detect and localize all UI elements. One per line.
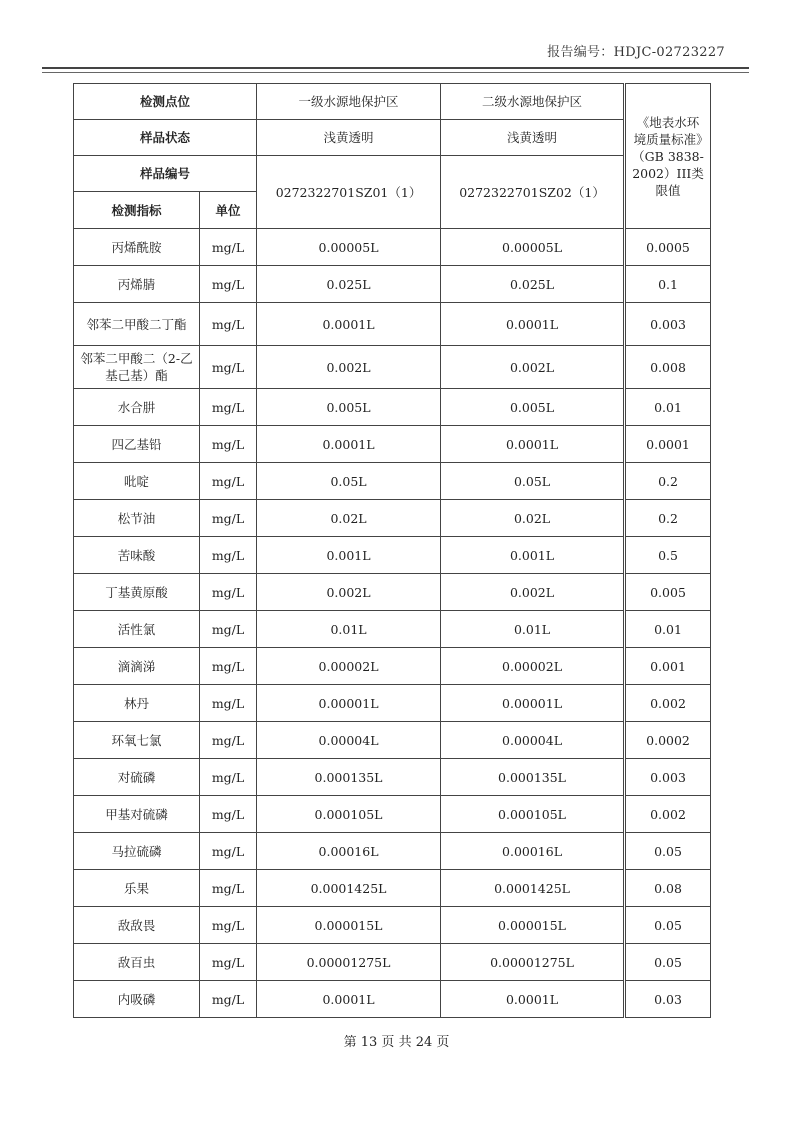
indicator-name: 邻苯二甲酸二丁酯: [74, 303, 200, 346]
limit-value: 0.008: [625, 346, 711, 389]
site-2-state: 浅黄透明: [441, 120, 625, 156]
table-row: [74, 426, 711, 463]
limit-value: 0.003: [625, 303, 711, 346]
indicator-name: 敌敌畏: [74, 907, 200, 944]
table-row: [74, 611, 711, 648]
site-2-value: 0.0001L: [441, 303, 625, 346]
site-1-value: 0.0001425L: [257, 870, 441, 907]
site-2-sample-no: 0272322701SZ02（1）: [441, 156, 625, 229]
unit-cell: mg/L: [200, 389, 257, 426]
indicator-name: 丙烯腈: [74, 266, 200, 303]
site-2-value: 0.005L: [441, 389, 625, 426]
site-2-value: 0.0001L: [441, 426, 625, 463]
site-1-value: 0.00004L: [257, 722, 441, 759]
site-1-value: 0.002L: [257, 346, 441, 389]
indicator-name: 四乙基铅: [74, 426, 200, 463]
limit-value: 0.01: [625, 611, 711, 648]
limit-value: 0.0001: [625, 426, 711, 463]
indicator-name: 马拉硫磷: [74, 833, 200, 870]
limit-value: 0.03: [625, 981, 711, 1018]
indicator-name: 苦味酸: [74, 537, 200, 574]
site-2-value: 0.00005L: [441, 229, 625, 266]
limit-value: 0.1: [625, 266, 711, 303]
site-1-value: 0.05L: [257, 463, 441, 500]
unit-cell: mg/L: [200, 907, 257, 944]
header-row-state: [74, 120, 711, 156]
unit-cell: mg/L: [200, 685, 257, 722]
site-2-value: 0.00016L: [441, 833, 625, 870]
limit-value: 0.0002: [625, 722, 711, 759]
limit-value: 0.0005: [625, 229, 711, 266]
site-1-value: 0.00001275L: [257, 944, 441, 981]
unit-cell: mg/L: [200, 500, 257, 537]
table-row: [74, 833, 711, 870]
unit-cell: mg/L: [200, 346, 257, 389]
limit-value: 0.001: [625, 648, 711, 685]
indicator-name: 丁基黄原酸: [74, 574, 200, 611]
table-row: [74, 944, 711, 981]
label-unit: 单位: [200, 192, 257, 229]
page-number: 第 13 页 共 24 页: [343, 1035, 450, 1050]
table-row: [74, 346, 711, 389]
unit-cell: mg/L: [200, 537, 257, 574]
indicator-name: 对硫磷: [74, 759, 200, 796]
table-row: [74, 907, 711, 944]
table-row: [74, 722, 711, 759]
site-2-value: 0.02L: [441, 500, 625, 537]
table-row: [74, 266, 711, 303]
unit-cell: mg/L: [200, 229, 257, 266]
limit-value: 0.08: [625, 870, 711, 907]
site-1-value: 0.0001L: [257, 303, 441, 346]
unit-cell: mg/L: [200, 266, 257, 303]
site-2-value: 0.00004L: [441, 722, 625, 759]
site-1-value: 0.01L: [257, 611, 441, 648]
indicator-name: 甲基对硫磷: [74, 796, 200, 833]
indicator-name: 水合肼: [74, 389, 200, 426]
results-table: [73, 83, 711, 1018]
standard-header: 《地表水环境质量标准》（GB 3838-2002）III类限值: [625, 84, 711, 229]
site-2-value: 0.000105L: [441, 796, 625, 833]
limit-value: 0.002: [625, 685, 711, 722]
unit-cell: mg/L: [200, 426, 257, 463]
site-1-value: 0.00001L: [257, 685, 441, 722]
table-row: [74, 389, 711, 426]
limit-value: 0.05: [625, 833, 711, 870]
limit-value: 0.2: [625, 463, 711, 500]
limit-value: 0.002: [625, 796, 711, 833]
unit-cell: mg/L: [200, 463, 257, 500]
indicator-name: 林丹: [74, 685, 200, 722]
header-row-sample-no: [74, 156, 711, 192]
indicator-name: 丙烯酰胺: [74, 229, 200, 266]
site-2-value: 0.00001L: [441, 685, 625, 722]
limit-value: 0.5: [625, 537, 711, 574]
site-1-value: 0.002L: [257, 574, 441, 611]
label-indicator: 检测指标: [74, 192, 200, 229]
site-1-value: 0.00016L: [257, 833, 441, 870]
table-row: [74, 685, 711, 722]
site-2-value: 0.00002L: [441, 648, 625, 685]
unit-cell: mg/L: [200, 611, 257, 648]
site-2-value: 0.00001275L: [441, 944, 625, 981]
site-1-value: 0.025L: [257, 266, 441, 303]
table-row: [74, 796, 711, 833]
site-2-value: 0.001L: [441, 537, 625, 574]
indicator-name: 敌百虫: [74, 944, 200, 981]
unit-cell: mg/L: [200, 796, 257, 833]
table-row: [74, 574, 711, 611]
site-2-value: 0.002L: [441, 574, 625, 611]
limit-value: 0.05: [625, 907, 711, 944]
indicator-name: 滴滴涕: [74, 648, 200, 685]
unit-cell: mg/L: [200, 722, 257, 759]
limit-value: 0.005: [625, 574, 711, 611]
unit-cell: mg/L: [200, 833, 257, 870]
table-row: [74, 759, 711, 796]
unit-cell: mg/L: [200, 759, 257, 796]
site-1-value: 0.000135L: [257, 759, 441, 796]
site-2-name: 二级水源地保护区: [441, 84, 625, 120]
site-2-value: 0.05L: [441, 463, 625, 500]
site-2-value: 0.01L: [441, 611, 625, 648]
header-row-point: [74, 84, 711, 120]
table-row: [74, 537, 711, 574]
site-1-value: 0.00002L: [257, 648, 441, 685]
limit-value: 0.05: [625, 944, 711, 981]
header-rule-thin: [42, 72, 749, 73]
site-1-value: 0.00005L: [257, 229, 441, 266]
indicator-name: 吡啶: [74, 463, 200, 500]
indicator-name: 乐果: [74, 870, 200, 907]
table-row: [74, 648, 711, 685]
site-1-value: 0.000105L: [257, 796, 441, 833]
table-row: [74, 303, 711, 346]
table-row: [74, 229, 711, 266]
limit-value: 0.2: [625, 500, 711, 537]
indicator-name: 环氧七氯: [74, 722, 200, 759]
label-state: 样品状态: [74, 120, 257, 156]
table-row: [74, 870, 711, 907]
table-row: [74, 463, 711, 500]
site-1-name: 一级水源地保护区: [257, 84, 441, 120]
site-2-value: 0.025L: [441, 266, 625, 303]
site-1-value: 0.001L: [257, 537, 441, 574]
site-1-sample-no: 0272322701SZ01（1）: [257, 156, 441, 229]
site-1-value: 0.02L: [257, 500, 441, 537]
site-2-value: 0.000135L: [441, 759, 625, 796]
unit-cell: mg/L: [200, 944, 257, 981]
unit-cell: mg/L: [200, 303, 257, 346]
indicator-name: 内吸磷: [74, 981, 200, 1018]
report-number: 报告编号：HDJC-02723227: [547, 45, 725, 60]
table-row: [74, 500, 711, 537]
limit-value: 0.01: [625, 389, 711, 426]
indicator-name: 邻苯二甲酸二（2-乙基己基）酯: [74, 346, 200, 389]
site-2-value: 0.002L: [441, 346, 625, 389]
site-2-value: 0.0001L: [441, 981, 625, 1018]
site-1-value: 0.0001L: [257, 981, 441, 1018]
site-1-state: 浅黄透明: [257, 120, 441, 156]
site-1-value: 0.000015L: [257, 907, 441, 944]
indicator-name: 活性氯: [74, 611, 200, 648]
header-rule-thick: [42, 67, 749, 69]
unit-cell: mg/L: [200, 981, 257, 1018]
label-point: 检测点位: [74, 84, 257, 120]
site-2-value: 0.000015L: [441, 907, 625, 944]
site-1-value: 0.0001L: [257, 426, 441, 463]
site-2-value: 0.0001425L: [441, 870, 625, 907]
limit-value: 0.003: [625, 759, 711, 796]
unit-cell: mg/L: [200, 574, 257, 611]
table-row: [74, 981, 711, 1018]
unit-cell: mg/L: [200, 648, 257, 685]
label-sample-no: 样品编号: [74, 156, 257, 192]
unit-cell: mg/L: [200, 870, 257, 907]
indicator-name: 松节油: [74, 500, 200, 537]
site-1-value: 0.005L: [257, 389, 441, 426]
